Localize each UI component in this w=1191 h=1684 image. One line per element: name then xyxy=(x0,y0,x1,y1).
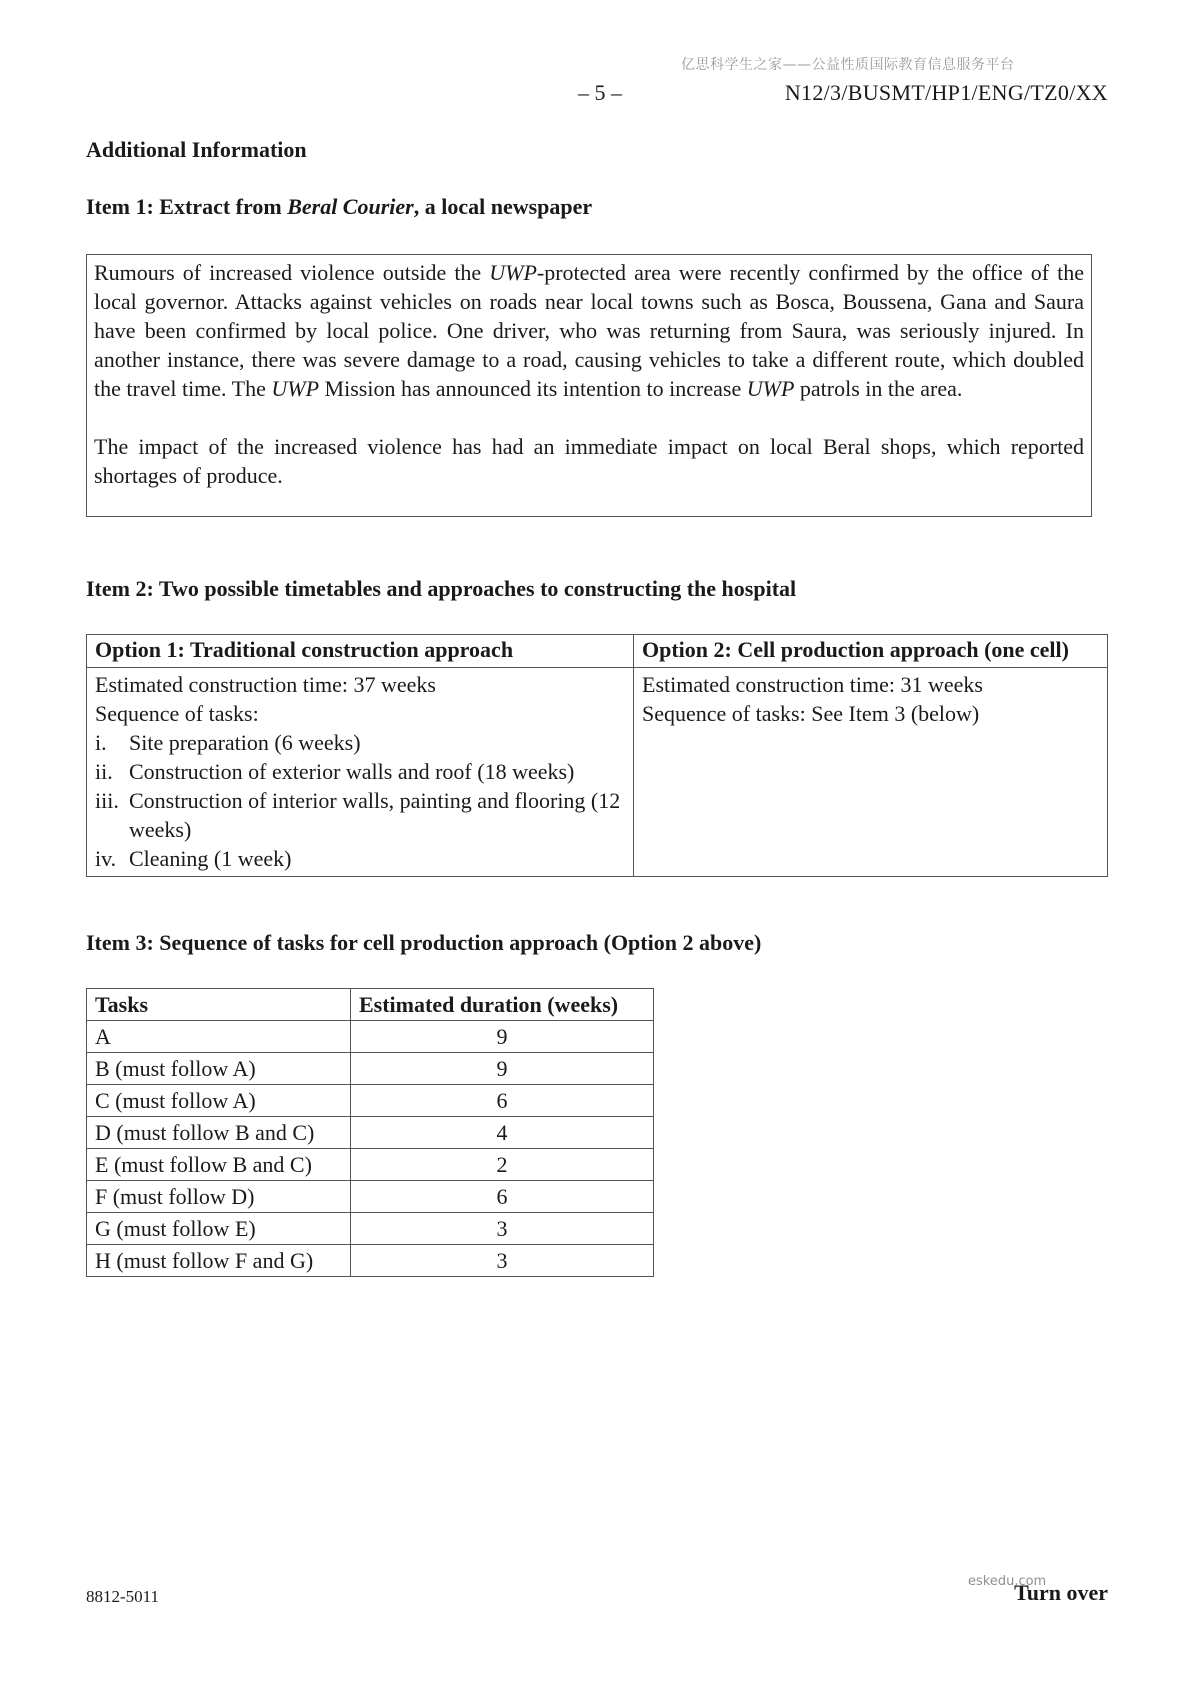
item1-heading xyxy=(86,194,592,220)
duration-cell: 6 xyxy=(351,1181,654,1213)
options-body-row xyxy=(87,668,1108,877)
footer-watermark: eskedu.com xyxy=(968,1574,1047,1589)
extract-italic-term: UWP xyxy=(489,260,537,285)
extract-paragraph-2: The impact of the increased violence has had an immediate impact on local Beral shops, which reported shortages of produce. xyxy=(94,434,1084,488)
task-cell: D (must follow B and C) xyxy=(87,1117,351,1149)
option2-title: Option 2: Cell production approach (one cell) xyxy=(634,635,1108,668)
table-row xyxy=(87,1213,654,1245)
extract-text: Mission has announced its intention to increase xyxy=(319,376,747,401)
section-title: Additional Information xyxy=(86,137,307,162)
list-item xyxy=(95,844,625,873)
option1-time: Estimated construction time: 37 weeks xyxy=(95,672,436,697)
paper-code: N12/3/BUSMT/HP1/ENG/TZ0/XX xyxy=(784,80,1108,105)
duration-cell: 6 xyxy=(351,1085,654,1117)
table-row xyxy=(87,1085,654,1117)
item1-heading-suffix: , a local newspaper xyxy=(413,194,593,219)
list-item xyxy=(95,728,625,757)
duration-cell: 4 xyxy=(351,1117,654,1149)
options-table xyxy=(86,634,1108,877)
extract-text: patrols in the area. xyxy=(794,376,963,401)
table-row xyxy=(87,1149,654,1181)
footer-code: 8812-5011 xyxy=(86,1587,160,1606)
table-row xyxy=(87,1245,654,1277)
tasks-table xyxy=(86,988,654,1277)
page-number: – 5 – xyxy=(578,80,622,105)
task-cell: A xyxy=(87,1021,351,1053)
list-item xyxy=(95,757,625,786)
item3-heading: Item 3: Sequence of tasks for cell production approach (Option 2 above) xyxy=(86,930,762,955)
turn-over-label: Turn over xyxy=(1014,1580,1108,1605)
list-item-text: Construction of exterior walls and roof (18 weeks) xyxy=(129,759,575,784)
extract-italic-term: UWP xyxy=(746,376,795,401)
duration-cell: 3 xyxy=(351,1245,654,1277)
tasks-header-row xyxy=(87,989,654,1021)
table-row xyxy=(87,1181,654,1213)
task-cell: B (must follow A) xyxy=(87,1053,351,1085)
table-row xyxy=(87,1117,654,1149)
duration-cell: 9 xyxy=(351,1021,654,1053)
option2-seq: Sequence of tasks: See Item 3 (below) xyxy=(642,701,980,726)
option1-task-list xyxy=(95,728,625,873)
newspaper-extract-box xyxy=(86,254,1092,517)
item1-heading-newspaper: Beral Courier xyxy=(287,194,414,219)
item2-heading: Item 2: Two possible timetables and approaches to constructing the hospital xyxy=(86,576,797,601)
options-header-row xyxy=(87,635,1108,668)
extract-paragraph-1 xyxy=(94,258,1084,403)
table-row xyxy=(87,1053,654,1085)
task-cell: C (must follow A) xyxy=(87,1085,351,1117)
list-item-number: iv. xyxy=(95,846,117,871)
list-item-number: i. xyxy=(95,730,107,755)
duration-cell: 2 xyxy=(351,1149,654,1181)
extract-italic-term: UWP xyxy=(271,376,320,401)
item1-heading-prefix: Item 1: Extract from xyxy=(86,194,288,219)
list-item xyxy=(95,786,625,844)
option2-cell xyxy=(634,668,1108,877)
list-item-text: Cleaning (1 week) xyxy=(129,846,292,871)
list-item-text: Site preparation (6 weeks) xyxy=(129,730,361,755)
task-cell: G (must follow E) xyxy=(87,1213,351,1245)
list-item-text: Construction of interior walls, painting and flooring (12 weeks) xyxy=(129,788,621,842)
task-cell: H (must follow F and G) xyxy=(87,1245,351,1277)
option2-time: Estimated construction time: 31 weeks xyxy=(642,672,983,697)
duration-cell: 3 xyxy=(351,1213,654,1245)
extract-text: Rumours of increased violence outside the xyxy=(94,260,490,285)
tasks-column-header: Tasks xyxy=(87,989,351,1021)
option1-cell xyxy=(87,668,634,877)
option1-title: Option 1: Traditional construction approach xyxy=(87,635,634,668)
duration-cell: 9 xyxy=(351,1053,654,1085)
header-watermark: 亿思科学生之家——公益性质国际教育信息服务平台 xyxy=(681,57,1015,73)
list-item-number: ii. xyxy=(95,759,113,784)
option1-seq-label: Sequence of tasks: xyxy=(95,701,259,726)
extract-text: -protected area were recently confirmed by the office of the local governor. Attacks against vehicles on roads near local towns such as Bosca, Boussena, Gana and Saura have been confirmed by local police. One driver, who was returning from Saura, was seriously injured. In another instance, there was severe damage to a road, causing vehicles to take a different route, which doubled the travel time. The xyxy=(94,260,1084,401)
task-cell: F (must follow D) xyxy=(87,1181,351,1213)
table-row xyxy=(87,1021,654,1053)
task-cell: E (must follow B and C) xyxy=(87,1149,351,1181)
list-item-number: iii. xyxy=(95,788,119,813)
duration-column-header: Estimated duration (weeks) xyxy=(351,989,654,1021)
